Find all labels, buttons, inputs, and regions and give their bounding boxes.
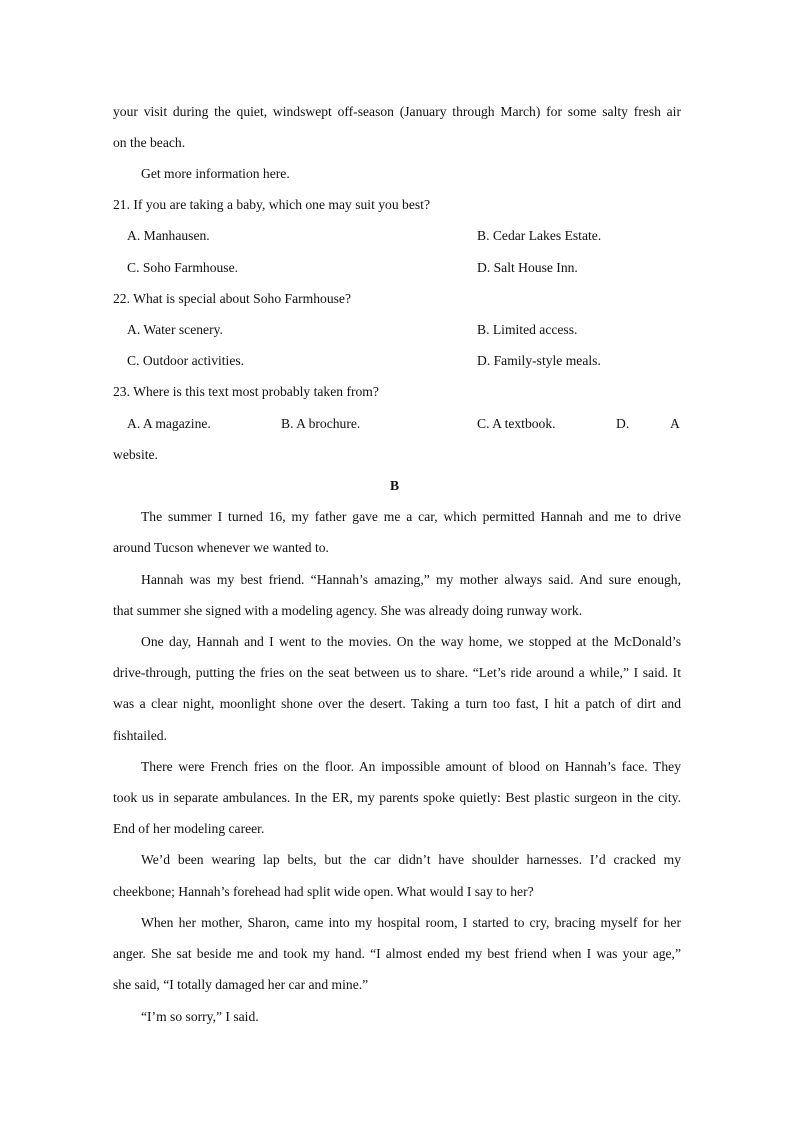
passage-line: One day, Hannah and I went to the movies. On the way home, we stopped at the McDonald’s — [141, 634, 681, 649]
passage-line: drive-through, putting the fries on the seat between us to share. “Let’s ride around a while,” I said. It — [113, 665, 681, 680]
q23-option-d-text: A — [670, 416, 680, 431]
passage-line: There were French fries on the floor. An impossible amount of blood on Hannah’s face. They — [141, 759, 681, 774]
q22-option-b: B. Limited access. — [477, 322, 578, 337]
passage-line: that summer she signed with a modeling agency. She was already doing runway work. — [113, 603, 583, 618]
passage-line: cheekbone; Hannah’s forehead had split wide open. What would I say to her? — [113, 884, 534, 899]
passage-line: fishtailed. — [113, 728, 167, 743]
passage-line: your visit during the quiet, windswept off-season (January through March) for some salty fresh air — [113, 104, 681, 119]
q23-option-d-text-cont: website. — [113, 447, 158, 462]
question-22-stem: 22. What is special about Soho Farmhouse? — [113, 291, 351, 306]
passage-line: around Tucson whenever we wanted to. — [113, 540, 329, 555]
q21-option-a: A. Manhausen. — [127, 228, 210, 243]
q23-option-c: C. A textbook. — [477, 416, 556, 431]
passage-line: Hannah was my best friend. “Hannah’s amazing,” my mother always said. And sure enough, — [141, 572, 681, 587]
q23-option-a: A. A magazine. — [127, 416, 211, 431]
passage-line: We’d been wearing lap belts, but the car didn’t have shoulder harnesses. I’d cracked my — [141, 852, 681, 867]
q21-option-c: C. Soho Farmhouse. — [127, 260, 239, 275]
passage-line: on the beach. — [113, 135, 186, 150]
passage-line: “I’m so sorry,” I said. — [141, 1009, 259, 1024]
q22-option-c: C. Outdoor activities. — [127, 353, 245, 368]
q21-option-b: B. Cedar Lakes Estate. — [477, 228, 602, 243]
q23-option-d-label: D. — [616, 416, 630, 431]
passage-line: When her mother, Sharon, came into my hospital room, I started to cry, bracing myself for her — [141, 915, 681, 930]
passage-line: The summer I turned 16, my father gave me a car, which permitted Hannah and me to drive — [141, 509, 681, 524]
passage-line: End of her modeling career. — [113, 821, 265, 836]
passage-line: she said, “I totally damaged her car and mine.” — [113, 977, 369, 992]
passage-line: was a clear night, moonlight shone over the desert. Taking a turn too fast, I hit a patch of dirt and — [113, 696, 681, 711]
question-23-stem: 23. Where is this text most probably taken from? — [113, 384, 379, 399]
passage-line: took us in separate ambulances. In the ER, my parents spoke quietly: Best plastic surgeon in the city. — [113, 790, 681, 805]
section-heading: B — [390, 478, 400, 493]
q22-option-a: A. Water scenery. — [127, 322, 223, 337]
question-21-stem: 21. If you are taking a baby, which one may suit you best? — [113, 197, 430, 212]
q21-option-d: D. Salt House Inn. — [477, 260, 578, 275]
passage-line: anger. She sat beside me and took my hand. “I almost ended my best friend when I was your age,” — [113, 946, 681, 961]
more-info-text: Get more information here. — [141, 166, 290, 181]
q22-option-d: D. Family-style meals. — [477, 353, 601, 368]
q23-option-b: B. A brochure. — [281, 416, 361, 431]
